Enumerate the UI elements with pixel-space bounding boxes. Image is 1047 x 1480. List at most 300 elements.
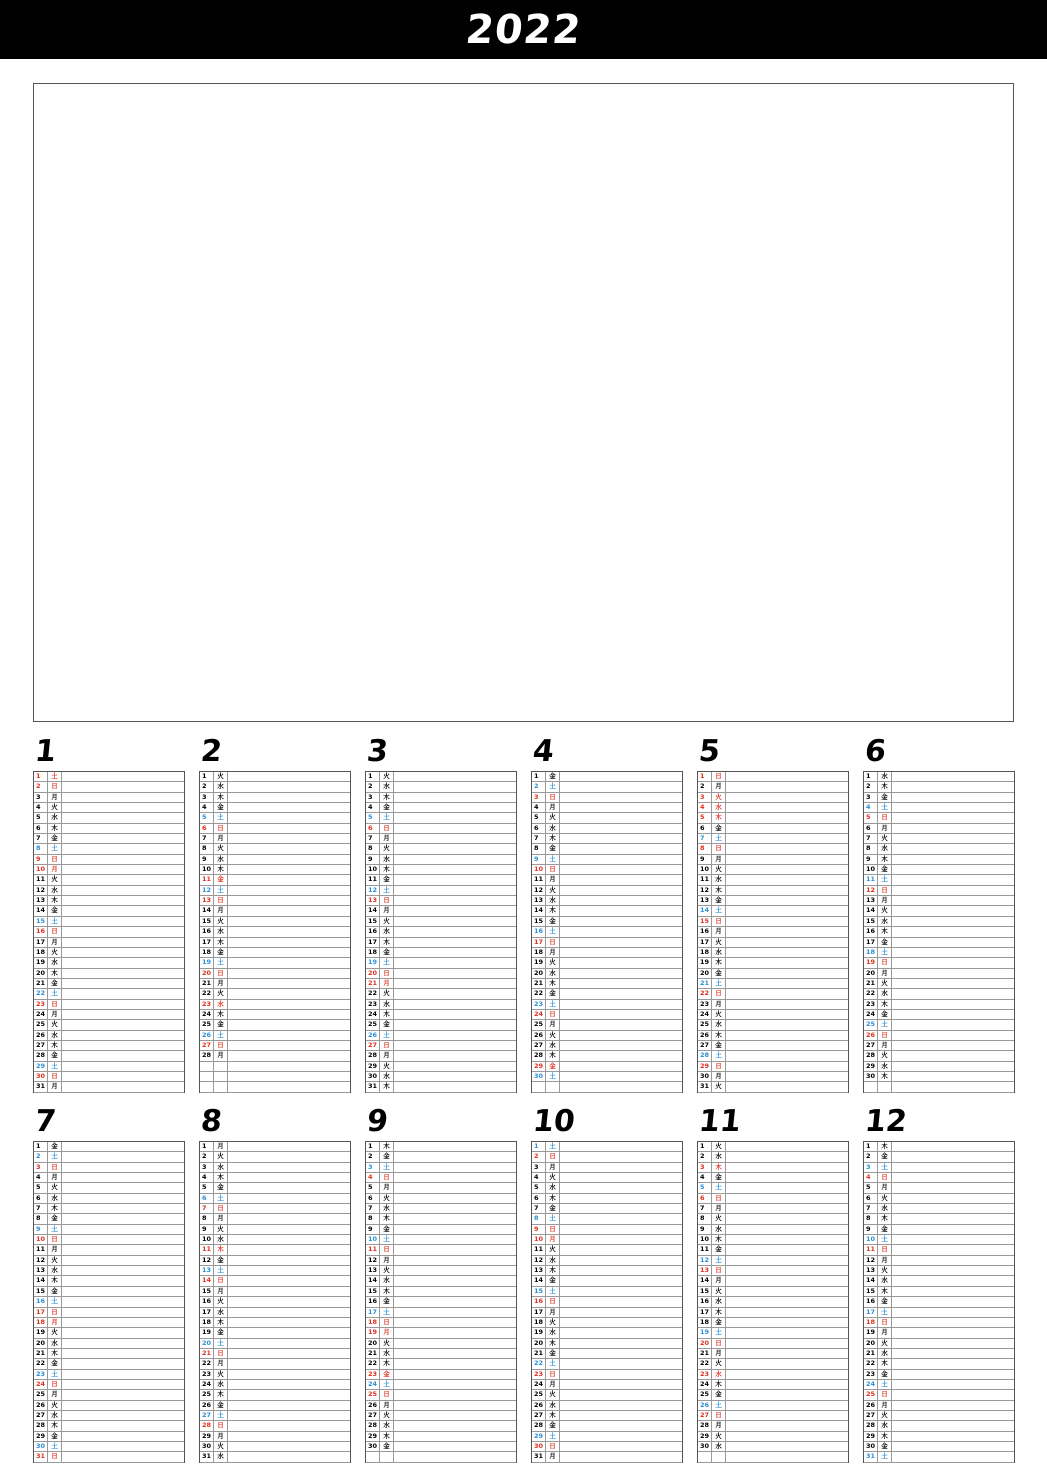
day-memo-cell[interactable] — [62, 1297, 184, 1306]
day-memo-cell[interactable] — [394, 1297, 516, 1306]
day-memo-cell[interactable] — [726, 1287, 848, 1296]
day-memo-cell[interactable] — [726, 824, 848, 833]
day-memo-cell[interactable] — [62, 1082, 184, 1091]
day-memo-cell[interactable] — [560, 824, 682, 833]
day-memo-cell[interactable] — [726, 896, 848, 905]
day-memo-cell[interactable] — [726, 927, 848, 936]
day-memo-cell[interactable] — [560, 1163, 682, 1172]
day-memo-cell[interactable] — [62, 1380, 184, 1389]
day-memo-cell[interactable] — [228, 1051, 350, 1060]
day-memo-cell[interactable] — [228, 1062, 350, 1071]
day-memo-cell[interactable] — [560, 969, 682, 978]
day-memo-cell[interactable] — [726, 1401, 848, 1410]
day-memo-cell[interactable] — [62, 969, 184, 978]
day-memo-cell[interactable] — [62, 1020, 184, 1029]
day-memo-cell[interactable] — [228, 1194, 350, 1203]
day-memo-cell[interactable] — [892, 1235, 1014, 1244]
day-memo-cell[interactable] — [228, 875, 350, 884]
day-memo-cell[interactable] — [62, 927, 184, 936]
day-memo-cell[interactable] — [560, 1082, 682, 1091]
day-memo-cell[interactable] — [892, 1370, 1014, 1379]
day-memo-cell[interactable] — [726, 1411, 848, 1420]
day-memo-cell[interactable] — [892, 1142, 1014, 1151]
day-memo-cell[interactable] — [228, 1380, 350, 1389]
day-memo-cell[interactable] — [892, 855, 1014, 864]
day-memo-cell[interactable] — [62, 1051, 184, 1060]
day-memo-cell[interactable] — [892, 834, 1014, 843]
day-memo-cell[interactable] — [228, 834, 350, 843]
day-memo-cell[interactable] — [892, 1082, 1014, 1091]
day-memo-cell[interactable] — [892, 1328, 1014, 1337]
day-memo-cell[interactable] — [62, 958, 184, 967]
day-memo-cell[interactable] — [560, 948, 682, 957]
day-memo-cell[interactable] — [726, 906, 848, 915]
day-memo-cell[interactable] — [228, 1183, 350, 1192]
day-memo-cell[interactable] — [560, 813, 682, 822]
day-memo-cell[interactable] — [62, 938, 184, 947]
day-memo-cell[interactable] — [62, 875, 184, 884]
day-memo-cell[interactable] — [62, 1225, 184, 1234]
day-memo-cell[interactable] — [726, 979, 848, 988]
day-memo-cell[interactable] — [726, 793, 848, 802]
day-memo-cell[interactable] — [62, 1339, 184, 1348]
day-memo-cell[interactable] — [560, 1390, 682, 1399]
day-memo-cell[interactable] — [560, 1062, 682, 1071]
day-memo-cell[interactable] — [726, 1380, 848, 1389]
day-memo-cell[interactable] — [892, 1051, 1014, 1060]
day-memo-cell[interactable] — [62, 1256, 184, 1265]
day-memo-cell[interactable] — [560, 772, 682, 781]
day-memo-cell[interactable] — [228, 979, 350, 988]
day-memo-cell[interactable] — [892, 1432, 1014, 1441]
day-memo-cell[interactable] — [394, 1308, 516, 1317]
day-memo-cell[interactable] — [62, 1390, 184, 1399]
day-memo-cell[interactable] — [228, 1020, 350, 1029]
day-memo-cell[interactable] — [62, 1142, 184, 1151]
day-memo-cell[interactable] — [228, 896, 350, 905]
day-memo-cell[interactable] — [228, 1359, 350, 1368]
day-memo-cell[interactable] — [560, 979, 682, 988]
day-memo-cell[interactable] — [228, 1432, 350, 1441]
day-memo-cell[interactable] — [394, 886, 516, 895]
day-memo-cell[interactable] — [228, 1318, 350, 1327]
day-memo-cell[interactable] — [892, 1031, 1014, 1040]
day-memo-cell[interactable] — [726, 1390, 848, 1399]
day-memo-cell[interactable] — [726, 834, 848, 843]
day-memo-cell[interactable] — [892, 1194, 1014, 1203]
day-memo-cell[interactable] — [228, 1339, 350, 1348]
day-memo-cell[interactable] — [892, 1297, 1014, 1306]
day-memo-cell[interactable] — [560, 1173, 682, 1182]
day-memo-cell[interactable] — [892, 1318, 1014, 1327]
day-memo-cell[interactable] — [62, 896, 184, 905]
day-memo-cell[interactable] — [394, 1318, 516, 1327]
day-memo-cell[interactable] — [560, 1401, 682, 1410]
day-memo-cell[interactable] — [726, 772, 848, 781]
day-memo-cell[interactable] — [394, 917, 516, 926]
day-memo-cell[interactable] — [726, 1308, 848, 1317]
day-memo-cell[interactable] — [560, 1256, 682, 1265]
day-memo-cell[interactable] — [560, 1194, 682, 1203]
day-memo-cell[interactable] — [228, 1411, 350, 1420]
day-memo-cell[interactable] — [560, 1051, 682, 1060]
day-memo-cell[interactable] — [726, 1328, 848, 1337]
day-memo-cell[interactable] — [726, 1163, 848, 1172]
day-memo-cell[interactable] — [62, 886, 184, 895]
day-memo-cell[interactable] — [726, 917, 848, 926]
day-memo-cell[interactable] — [394, 1000, 516, 1009]
day-memo-cell[interactable] — [726, 803, 848, 812]
day-memo-cell[interactable] — [394, 1266, 516, 1275]
day-memo-cell[interactable] — [228, 1308, 350, 1317]
day-memo-cell[interactable] — [394, 1062, 516, 1071]
day-memo-cell[interactable] — [62, 948, 184, 957]
day-memo-cell[interactable] — [228, 886, 350, 895]
day-memo-cell[interactable] — [892, 1000, 1014, 1009]
day-memo-cell[interactable] — [62, 1328, 184, 1337]
day-memo-cell[interactable] — [394, 1287, 516, 1296]
day-memo-cell[interactable] — [726, 1204, 848, 1213]
day-memo-cell[interactable] — [892, 917, 1014, 926]
day-memo-cell[interactable] — [228, 1245, 350, 1254]
day-memo-cell[interactable] — [394, 1142, 516, 1151]
day-memo-cell[interactable] — [892, 927, 1014, 936]
day-memo-cell[interactable] — [228, 989, 350, 998]
day-memo-cell[interactable] — [228, 1442, 350, 1451]
day-memo-cell[interactable] — [892, 1062, 1014, 1071]
day-memo-cell[interactable] — [560, 989, 682, 998]
day-memo-cell[interactable] — [726, 1142, 848, 1151]
day-memo-cell[interactable] — [560, 1339, 682, 1348]
day-memo-cell[interactable] — [560, 1359, 682, 1368]
day-memo-cell[interactable] — [892, 938, 1014, 947]
day-memo-cell[interactable] — [892, 772, 1014, 781]
day-memo-cell[interactable] — [228, 824, 350, 833]
day-memo-cell[interactable] — [228, 772, 350, 781]
day-memo-cell[interactable] — [560, 1183, 682, 1192]
day-memo-cell[interactable] — [62, 989, 184, 998]
day-memo-cell[interactable] — [62, 1152, 184, 1161]
day-memo-cell[interactable] — [394, 1194, 516, 1203]
day-memo-cell[interactable] — [394, 1183, 516, 1192]
day-memo-cell[interactable] — [228, 1163, 350, 1172]
day-memo-cell[interactable] — [892, 1421, 1014, 1430]
day-memo-cell[interactable] — [892, 1390, 1014, 1399]
day-memo-cell[interactable] — [726, 938, 848, 947]
day-memo-cell[interactable] — [228, 1214, 350, 1223]
day-memo-cell[interactable] — [726, 969, 848, 978]
day-memo-cell[interactable] — [560, 1010, 682, 1019]
day-memo-cell[interactable] — [726, 865, 848, 874]
day-memo-cell[interactable] — [62, 1173, 184, 1182]
day-memo-cell[interactable] — [726, 1194, 848, 1203]
day-memo-cell[interactable] — [560, 1421, 682, 1430]
day-memo-cell[interactable] — [62, 1072, 184, 1081]
day-memo-cell[interactable] — [726, 1031, 848, 1040]
day-memo-cell[interactable] — [560, 1432, 682, 1441]
day-memo-cell[interactable] — [560, 1266, 682, 1275]
day-memo-cell[interactable] — [394, 1401, 516, 1410]
day-memo-cell[interactable] — [228, 1173, 350, 1182]
day-memo-cell[interactable] — [892, 1204, 1014, 1213]
day-memo-cell[interactable] — [394, 1204, 516, 1213]
day-memo-cell[interactable] — [228, 1072, 350, 1081]
day-memo-cell[interactable] — [228, 1010, 350, 1019]
day-memo-cell[interactable] — [892, 793, 1014, 802]
day-memo-cell[interactable] — [62, 1421, 184, 1430]
day-memo-cell[interactable] — [394, 1390, 516, 1399]
day-memo-cell[interactable] — [394, 896, 516, 905]
day-memo-cell[interactable] — [62, 1266, 184, 1275]
day-memo-cell[interactable] — [726, 1442, 848, 1451]
day-memo-cell[interactable] — [394, 834, 516, 843]
day-memo-cell[interactable] — [62, 1041, 184, 1050]
day-memo-cell[interactable] — [62, 782, 184, 791]
day-memo-cell[interactable] — [394, 1225, 516, 1234]
day-memo-cell[interactable] — [892, 906, 1014, 915]
day-memo-cell[interactable] — [892, 1339, 1014, 1348]
day-memo-cell[interactable] — [394, 1442, 516, 1451]
day-memo-cell[interactable] — [62, 1452, 184, 1461]
day-memo-cell[interactable] — [560, 1235, 682, 1244]
day-memo-cell[interactable] — [228, 782, 350, 791]
day-memo-cell[interactable] — [726, 875, 848, 884]
day-memo-cell[interactable] — [726, 1256, 848, 1265]
day-memo-cell[interactable] — [62, 1276, 184, 1285]
day-memo-cell[interactable] — [892, 948, 1014, 957]
day-memo-cell[interactable] — [726, 1318, 848, 1327]
day-memo-cell[interactable] — [394, 1010, 516, 1019]
day-memo-cell[interactable] — [560, 1031, 682, 1040]
day-memo-cell[interactable] — [394, 1276, 516, 1285]
day-memo-cell[interactable] — [892, 1072, 1014, 1081]
day-memo-cell[interactable] — [560, 834, 682, 843]
day-memo-cell[interactable] — [228, 1235, 350, 1244]
day-memo-cell[interactable] — [560, 1308, 682, 1317]
day-memo-cell[interactable] — [228, 1287, 350, 1296]
day-memo-cell[interactable] — [228, 1204, 350, 1213]
day-memo-cell[interactable] — [394, 1082, 516, 1091]
day-memo-cell[interactable] — [62, 1411, 184, 1420]
day-memo-cell[interactable] — [228, 948, 350, 957]
day-memo-cell[interactable] — [560, 803, 682, 812]
day-memo-cell[interactable] — [394, 938, 516, 947]
day-memo-cell[interactable] — [228, 938, 350, 947]
day-memo-cell[interactable] — [62, 865, 184, 874]
day-memo-cell[interactable] — [62, 1214, 184, 1223]
day-memo-cell[interactable] — [394, 782, 516, 791]
day-memo-cell[interactable] — [228, 1390, 350, 1399]
day-memo-cell[interactable] — [62, 1194, 184, 1203]
day-memo-cell[interactable] — [228, 1041, 350, 1050]
day-memo-cell[interactable] — [726, 1173, 848, 1182]
day-memo-cell[interactable] — [62, 1359, 184, 1368]
day-memo-cell[interactable] — [560, 1349, 682, 1358]
day-memo-cell[interactable] — [726, 958, 848, 967]
day-memo-cell[interactable] — [892, 1380, 1014, 1389]
day-memo-cell[interactable] — [228, 793, 350, 802]
day-memo-cell[interactable] — [62, 1183, 184, 1192]
day-memo-cell[interactable] — [62, 1204, 184, 1213]
day-memo-cell[interactable] — [892, 886, 1014, 895]
day-memo-cell[interactable] — [892, 1266, 1014, 1275]
day-memo-cell[interactable] — [394, 969, 516, 978]
day-memo-cell[interactable] — [892, 1308, 1014, 1317]
day-memo-cell[interactable] — [62, 1010, 184, 1019]
day-memo-cell[interactable] — [62, 1235, 184, 1244]
day-memo-cell[interactable] — [726, 1266, 848, 1275]
day-memo-cell[interactable] — [726, 1359, 848, 1368]
day-memo-cell[interactable] — [560, 1142, 682, 1151]
day-memo-cell[interactable] — [62, 772, 184, 781]
day-memo-cell[interactable] — [726, 1214, 848, 1223]
day-memo-cell[interactable] — [726, 1370, 848, 1379]
day-memo-cell[interactable] — [560, 1442, 682, 1451]
day-memo-cell[interactable] — [62, 1318, 184, 1327]
day-memo-cell[interactable] — [394, 1432, 516, 1441]
day-memo-cell[interactable] — [62, 1163, 184, 1172]
day-memo-cell[interactable] — [560, 1287, 682, 1296]
day-memo-cell[interactable] — [228, 865, 350, 874]
day-memo-cell[interactable] — [394, 906, 516, 915]
day-memo-cell[interactable] — [62, 917, 184, 926]
day-memo-cell[interactable] — [62, 855, 184, 864]
day-memo-cell[interactable] — [394, 844, 516, 853]
day-memo-cell[interactable] — [62, 1287, 184, 1296]
day-memo-cell[interactable] — [560, 958, 682, 967]
day-memo-cell[interactable] — [560, 844, 682, 853]
day-memo-cell[interactable] — [62, 1031, 184, 1040]
day-memo-cell[interactable] — [560, 1072, 682, 1081]
day-memo-cell[interactable] — [62, 844, 184, 853]
day-memo-cell[interactable] — [394, 1041, 516, 1050]
day-memo-cell[interactable] — [394, 1152, 516, 1161]
day-memo-cell[interactable] — [228, 1349, 350, 1358]
day-memo-cell[interactable] — [560, 1452, 682, 1461]
day-memo-cell[interactable] — [892, 1020, 1014, 1029]
day-memo-cell[interactable] — [394, 824, 516, 833]
day-memo-cell[interactable] — [892, 969, 1014, 978]
day-memo-cell[interactable] — [726, 1051, 848, 1060]
day-memo-cell[interactable] — [560, 793, 682, 802]
day-memo-cell[interactable] — [394, 1020, 516, 1029]
day-memo-cell[interactable] — [228, 969, 350, 978]
day-memo-cell[interactable] — [394, 1235, 516, 1244]
day-memo-cell[interactable] — [228, 927, 350, 936]
day-memo-cell[interactable] — [394, 1173, 516, 1182]
day-memo-cell[interactable] — [560, 938, 682, 947]
day-memo-cell[interactable] — [394, 1051, 516, 1060]
day-memo-cell[interactable] — [726, 1421, 848, 1430]
day-memo-cell[interactable] — [394, 875, 516, 884]
day-memo-cell[interactable] — [62, 803, 184, 812]
day-memo-cell[interactable] — [228, 1256, 350, 1265]
day-memo-cell[interactable] — [394, 1370, 516, 1379]
day-memo-cell[interactable] — [892, 824, 1014, 833]
day-memo-cell[interactable] — [394, 793, 516, 802]
day-memo-cell[interactable] — [892, 865, 1014, 874]
day-memo-cell[interactable] — [394, 1411, 516, 1420]
day-memo-cell[interactable] — [892, 1183, 1014, 1192]
day-memo-cell[interactable] — [726, 1432, 848, 1441]
day-memo-cell[interactable] — [892, 1401, 1014, 1410]
day-memo-cell[interactable] — [560, 1380, 682, 1389]
day-memo-cell[interactable] — [726, 1082, 848, 1091]
day-memo-cell[interactable] — [892, 1411, 1014, 1420]
day-memo-cell[interactable] — [726, 1452, 848, 1461]
day-memo-cell[interactable] — [726, 1020, 848, 1029]
day-memo-cell[interactable] — [228, 958, 350, 967]
day-memo-cell[interactable] — [892, 979, 1014, 988]
day-memo-cell[interactable] — [228, 1401, 350, 1410]
day-memo-cell[interactable] — [726, 1010, 848, 1019]
day-memo-cell[interactable] — [228, 1421, 350, 1430]
day-memo-cell[interactable] — [560, 1214, 682, 1223]
day-memo-cell[interactable] — [394, 1245, 516, 1254]
day-memo-cell[interactable] — [726, 948, 848, 957]
day-memo-cell[interactable] — [228, 844, 350, 853]
day-memo-cell[interactable] — [228, 1266, 350, 1275]
day-memo-cell[interactable] — [892, 875, 1014, 884]
day-memo-cell[interactable] — [394, 927, 516, 936]
day-memo-cell[interactable] — [62, 1442, 184, 1451]
day-memo-cell[interactable] — [394, 772, 516, 781]
day-memo-cell[interactable] — [726, 1072, 848, 1081]
day-memo-cell[interactable] — [560, 855, 682, 864]
day-memo-cell[interactable] — [892, 1359, 1014, 1368]
day-memo-cell[interactable] — [560, 1000, 682, 1009]
day-memo-cell[interactable] — [892, 1276, 1014, 1285]
day-memo-cell[interactable] — [726, 1152, 848, 1161]
day-memo-cell[interactable] — [892, 896, 1014, 905]
day-memo-cell[interactable] — [228, 1452, 350, 1461]
day-memo-cell[interactable] — [560, 906, 682, 915]
day-memo-cell[interactable] — [394, 1452, 516, 1461]
day-memo-cell[interactable] — [726, 1235, 848, 1244]
day-memo-cell[interactable] — [228, 917, 350, 926]
day-memo-cell[interactable] — [726, 1276, 848, 1285]
day-memo-cell[interactable] — [892, 989, 1014, 998]
day-memo-cell[interactable] — [892, 1442, 1014, 1451]
day-memo-cell[interactable] — [560, 865, 682, 874]
day-memo-cell[interactable] — [560, 1297, 682, 1306]
day-memo-cell[interactable] — [394, 1328, 516, 1337]
day-memo-cell[interactable] — [892, 1452, 1014, 1461]
day-memo-cell[interactable] — [228, 1142, 350, 1151]
day-memo-cell[interactable] — [62, 1349, 184, 1358]
day-memo-cell[interactable] — [560, 1245, 682, 1254]
day-memo-cell[interactable] — [560, 1370, 682, 1379]
day-memo-cell[interactable] — [560, 1204, 682, 1213]
day-memo-cell[interactable] — [560, 917, 682, 926]
day-memo-cell[interactable] — [560, 875, 682, 884]
day-memo-cell[interactable] — [726, 1297, 848, 1306]
day-memo-cell[interactable] — [62, 834, 184, 843]
day-memo-cell[interactable] — [560, 1225, 682, 1234]
day-memo-cell[interactable] — [726, 844, 848, 853]
memo-area[interactable] — [33, 83, 1014, 722]
day-memo-cell[interactable] — [560, 1041, 682, 1050]
day-memo-cell[interactable] — [228, 855, 350, 864]
day-memo-cell[interactable] — [228, 1000, 350, 1009]
day-memo-cell[interactable] — [726, 1062, 848, 1071]
day-memo-cell[interactable] — [394, 979, 516, 988]
day-memo-cell[interactable] — [726, 1339, 848, 1348]
day-memo-cell[interactable] — [726, 1000, 848, 1009]
day-memo-cell[interactable] — [892, 1163, 1014, 1172]
day-memo-cell[interactable] — [62, 1401, 184, 1410]
day-memo-cell[interactable] — [726, 855, 848, 864]
